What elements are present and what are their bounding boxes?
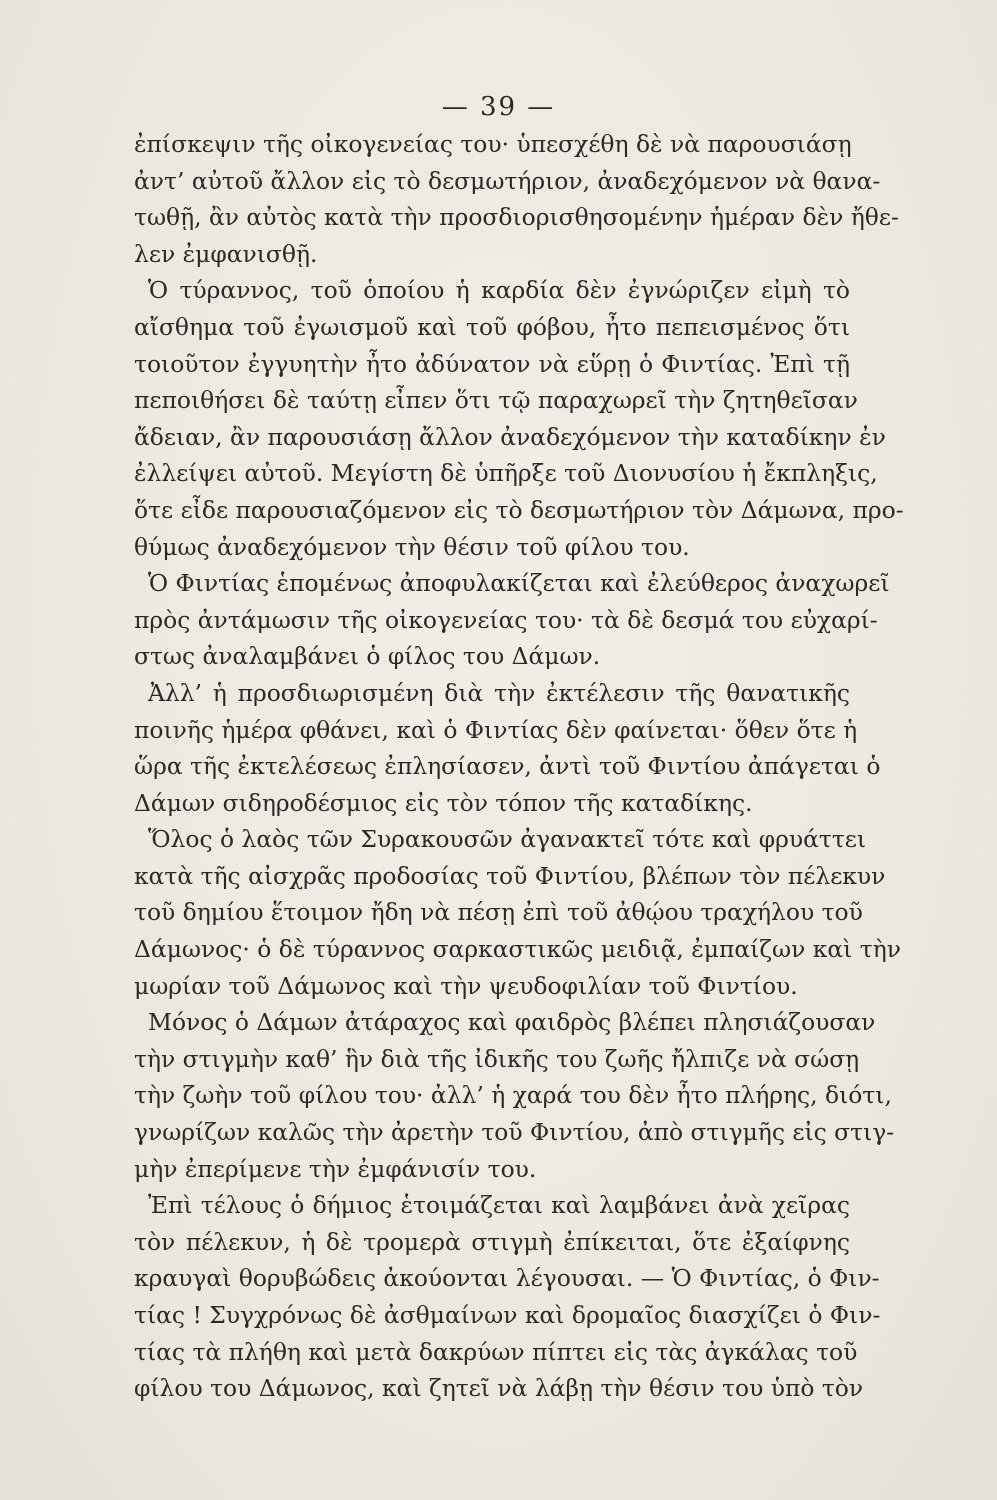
text-line: Ὁ Φιντίας ἑπομένως ἀποφυλακίζεται καὶ ἐλεύθερος ἀναχωρεῖ [148,569,890,598]
text-line: μωρίαν τοῦ Δάμωνος καὶ τὴν ψευδοφιλίαν τοῦ Φιντίου. [134,971,798,1000]
text-line: στως ἀναλαμβάνει ὁ φίλος του Δάμων. [134,642,601,671]
text-line: πρὸς ἀντάμωσιν τῆς οἰκογενείας του· τὰ δὲ δεσμά του εὐχαρί- [134,605,878,634]
text-line: τίας ! Συγχρόνως δὲ ἀσθμαίνων καὶ δρομαῖος διασχίζει ὁ Φιν- [134,1301,881,1329]
body-text [134,126,904,1407]
text-line: ἄδειαν, ἂν παρουσιάσῃ ἄλλον ἀναδεχόμενον τὴν καταδίκην ἐν [134,422,886,451]
text-line: ἐλλείψει αὐτοῦ. Μεγίστη δὲ ὑπῆρξε τοῦ Διονυσίου ἡ ἔκπληξις, [134,459,878,488]
text-line: τὸν πέλεκυν, ἡ δὲ τρομερὰ στιγμὴ ἐπίκειται, ὅτε ἐξαίφνης [134,1227,850,1256]
text-line: κραυγαὶ θορυβώδεις ἀκούονται λέγουσαι. — Ὁ Φιντίας, ὁ Φιν- [134,1264,880,1293]
text-line: γνωρίζων καλῶς τὴν ἀρετὴν τοῦ Φιντίου, ἀπὸ στιγμῆς εἰς στιγ- [134,1118,895,1147]
text-line: ἐπίσκεψιν τῆς οἰκογενείας του· ὑπεσχέθη δὲ νὰ παρουσιάσῃ [134,130,852,158]
text-line: Ὁ τύραννος, τοῦ ὁποίου ἡ καρδία δὲν ἐγνώριζεν εἰμὴ τὸ [148,276,850,305]
text-line: τωθῇ, ἂν αὐτὸς κατὰ τὴν προσδιορισθησομένην ἡμέραν δὲν ἤθε- [134,203,899,232]
text-line: τοῦ δημίου ἕτοιμον ἤδη νὰ πέσῃ ἐπὶ τοῦ ἀθῴου τραχήλου τοῦ [134,898,863,927]
text-line: αἴσθημα τοῦ ἐγωισμοῦ καὶ τοῦ φόβου, ἦτο πεπεισμένος ὅτι [134,312,850,341]
text-line: ὥρα τῆς ἐκτελέσεως ἐπλησίασεν, ἀντὶ τοῦ Φιντίου ἀπάγεται ὁ [134,752,881,781]
text-line: Ἐπὶ τέλους ὁ δήμιος ἑτοιμάζεται καὶ λαμβάνει ἀνὰ χεῖρας [148,1191,850,1220]
text-line: Ὅλος ὁ λαὸς τῶν Συρακουσῶν ἀγανακτεῖ τότε καὶ φρυάττει [148,825,867,854]
text-line: τίας τὰ πλήθη καὶ μετὰ δακρύων πίπτει εἰς τὰς ἀγκάλας τοῦ [134,1337,858,1366]
text-line: ποινῆς ἡμέρα φθάνει, καὶ ὁ Φιντίας δὲν φαίνεται· ὅθεν ὅτε ἡ [134,715,858,744]
text-line: λεν ἐμφανισθῇ. [134,239,318,268]
text-line: τὴν ζωὴν τοῦ φίλου του· ἀλλ’ ἡ χαρά του δὲν ἦτο πλήρης, διότι, [134,1081,892,1110]
text-line: φίλου του Δάμωνος, καὶ ζητεῖ νὰ λάβῃ τὴν θέσιν του ὑπὸ τὸν [134,1374,864,1403]
text-line: Δάμωνος· ὁ δὲ τύραννος σαρκαστικῶς μειδιᾷ, ἐμπαίζων καὶ τὴν [134,935,901,964]
text-line: τὴν στιγμὴν καθ’ ἣν διὰ τῆς ἰδικῆς του ζωῆς ἤλπιζε νὰ σώσῃ [134,1044,860,1073]
text-line: ὅτε εἶδε παρουσιαζόμενον εἰς τὸ δεσμωτήριον τὸν Δάμωνα, προ- [134,495,904,524]
page-number: — 39 — [441,92,556,122]
text-line: μὴν ἐπερίμενε τὴν ἐμφάνισίν του. [134,1154,537,1183]
text-line: ἀντ’ αὐτοῦ ἄλλον εἰς τὸ δεσμωτήριον, ἀναδεχόμενον νὰ θανα- [134,166,881,195]
text-line: τοιοῦτον ἐγγυητὴν ἦτο ἀδύνατον νὰ εὕρῃ ὁ Φιντίας. Ἐπὶ τῇ [134,349,850,378]
text-line: Δάμων σιδηροδέσμιος εἰς τὸν τόπον τῆς καταδίκης. [134,788,753,817]
text-line: Ἀλλ’ ἡ προσδιωρισμένη διὰ τὴν ἐκτέλεσιν τῆς θανατικῆς [148,678,850,707]
text-line: Μόνος ὁ Δάμων ἀτάραχος καὶ φαιδρὸς βλέπει πλησιάζουσαν [148,1008,876,1037]
text-line: θύμως ἀναδεχόμενον τὴν θέσιν τοῦ φίλου του. [134,532,690,561]
text-line: πεποιθήσει δὲ ταύτῃ εἶπεν ὅτι τῷ παραχωρεῖ τὴν ζητηθεῖσαν [134,386,858,415]
text-line: κατὰ τῆς αἰσχρᾶς προδοσίας τοῦ Φιντίου, βλέπων τὸν πέλεκυν [134,861,886,890]
